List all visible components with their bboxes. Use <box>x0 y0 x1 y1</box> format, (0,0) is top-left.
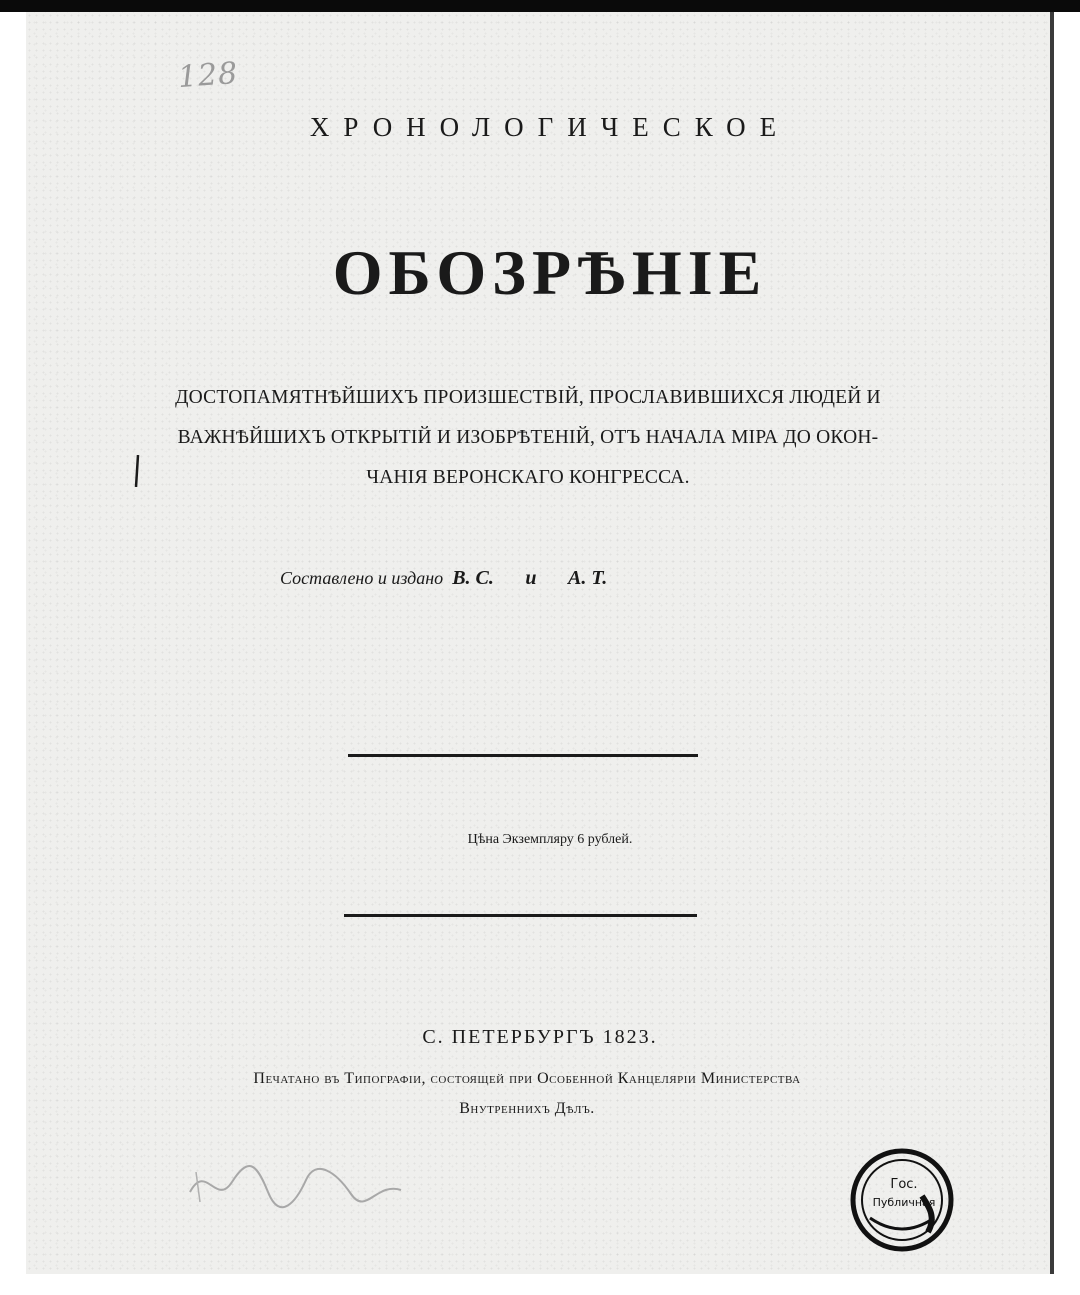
printer-statement <box>112 1064 942 1124</box>
pencil-signature <box>186 1152 406 1212</box>
subtitle-line-2: ВАЖНѢЙШИХЪ ОТКРЫТІЙ И ИЗОБРѢТЕНІЙ, ОТЪ НАЧАЛА МІРА ДО ОКОН- <box>177 427 879 448</box>
imprint-city-year: С. ПЕТЕРБУРГЪ 1823. <box>422 1026 658 1048</box>
scan-right-border <box>1050 12 1054 1274</box>
compiled-by-line <box>280 567 607 590</box>
printer-line-1: Печатано въ Типографіи, состоящей при Особенной Канцеляріи Министерства <box>253 1070 801 1087</box>
compiled-by-text: Составлено и издано <box>280 568 444 588</box>
scan-top-border <box>0 0 1080 12</box>
svg-text:Публичная: Публичная <box>872 1196 936 1209</box>
printer-line-2: Внутреннихъ Дѣлъ. <box>459 1100 595 1117</box>
subtitle-line-1: ДОСТОПАМЯТНѢЙШИХЪ ПРОИЗШЕСТВІЙ, ПРОСЛАВИВШИХСЯ ЛЮДЕЙ И <box>175 387 881 408</box>
svg-text:Гос.: Гос. <box>890 1177 918 1192</box>
price-line: Цѣна Экземпляру 6 рублей. <box>467 832 633 847</box>
divider-rule-bottom <box>344 914 697 917</box>
subtitle <box>118 378 938 498</box>
conjunction: и <box>525 567 537 589</box>
pencil-shelf-mark: 128 <box>176 55 240 96</box>
author-initials-2: А. Т. <box>568 567 608 589</box>
title-line-1: ХРОНОЛОГИЧЕСКОЕ <box>309 112 791 142</box>
title-line-2: ОБОЗРѢНІЕ <box>332 237 768 308</box>
author-initials-1: В. С. <box>452 567 494 589</box>
divider-rule-top <box>348 754 698 757</box>
library-stamp <box>850 1148 954 1252</box>
subtitle-line-3: ЧАНІЯ ВЕРОНСКАГО КОНГРЕССА. <box>366 467 690 488</box>
